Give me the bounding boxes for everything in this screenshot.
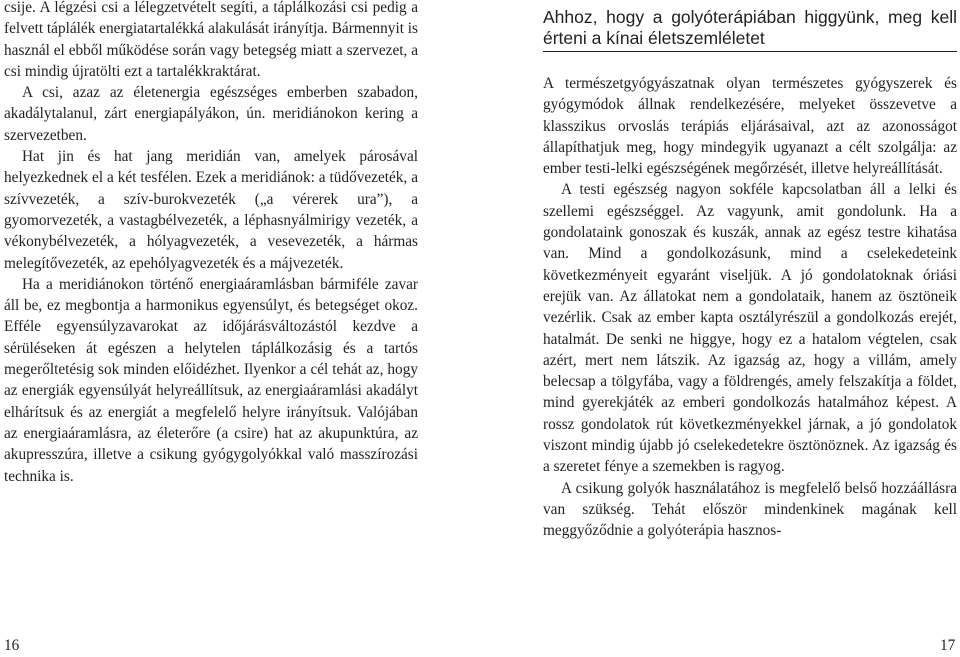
section-heading: Ahhoz, hogy a golyóterápiában higgyünk, meg kell érteni a kínai életszemléletet: [543, 7, 957, 52]
right-paragraph-3: A csikung golyók használatához is megfelelő belső hozzáállásra van szükség. Tehát először mindenkinek magának kell meggyőződnie a golyóterápia hasznos-: [543, 479, 957, 540]
left-paragraph-2: A csi, azaz az életenergia egészséges emberben szabadon, akadálytalanul, zárt energiapályákon, ún. meridiánokon kering a szervezetben.: [4, 84, 418, 144]
right-page-body: [543, 73, 957, 542]
right-page: [543, 0, 957, 542]
left-paragraph-3: Hat jin és hat jang meridián van, amelyek párosával helyezkednek el a két tesfélen. Ezek a meridiánok: a tüdővezeték, a szívvezeték, a szív-burokvezeték („a vérerek ura”), a gyomorvezeték, a vastagbélvezeték, a léphasnyálmirigy vezeték, a vékonybélvezeték, a hólyagvezeték, a vesevezeték, a hármas melegítővezeték, az epehólyagvezeték és a májvezeték.: [4, 148, 418, 272]
page-number-right: 17: [940, 637, 956, 654]
right-paragraph-2: A testi egészség nagyon sokféle kapcsolatban áll a lelki és szellemi egészséggel. Az vagyunk, amit gondolunk. Ha a gondolataink gonoszak és kuszák, annak az egész testre kihatása van. Mind a gondolkozásunk, mind a cselekedeteink következményeit egyaránt viseljük. A jó gondolatoknak óriási erejük van. Az állatokat nem a gondolataik, hanem az ösztöneik vezérlik. Csak az ember kapta osztályrészül a gondolkozás erejét, hatalmát. De senki ne higgye, hogy ez a hatalom végtelen, csak azért, mert nem látszik. Az igazság az, hogy a villám, amely belecsap a tölgyfába, vagy a földrengés, amely felszakítja a földet, mind gyerekjáték az emberi gondolkozás hatalmához képest. A rossz gondolatok rút következményekkel járnak, a jó gondolatok viszont mindig újabb jó cselekedetekre ösztönöznek. Az igazság és a szeretet fénye a szemekben is ragyog.: [543, 181, 957, 476]
left-page: [4, 0, 418, 487]
page-number-left: 16: [4, 637, 20, 654]
left-paragraph-1: csije. A légzési csi a lélegzetvételt segíti, a táplálkozási csi pedig a felvett táplálék energiatartalékká alakulását irányítja. Bármennyit is használ el ebből működése során vagy betegség miatt a szervezet, a csi mindig újratölti ezt a tartalékkraktárat.: [4, 0, 418, 80]
right-paragraph-1: A természetgyógyászatnak olyan természetes gyógyszerek és gyógymódok állnak rendelkezésére, melyeket összevetve a klasszikus orvoslás terápiás eljárásaival, azt az azonosságot állapíthatjuk meg, hogy mindegyik ugyanazt a célt szolgálja: az ember testi-lelki egészségének megőrzését, illetve helyreállítását.: [543, 75, 957, 178]
left-paragraph-4: Ha a meridiánokon történő energiaáramlásban bármiféle zavar áll be, ez megbontja a harmonikus egyensúlyt, és betegséget okoz. Efféle egyensúlyzavarokat az időjárásváltozástól kezdve a sérüléseken át egészen a helytelen táplálkozásig és a tartós megerőltetésig sok minden előidézhet. Ilyenkor a cél tehát az, hogy az energiák egyensúlyát helyreállítsuk, az energiaáramlási akadályt elhárítsuk és az energiát a megfelelő helyre irányítsuk. Valójában az energiaáramlásra, az életerőre (a csire) hat az akupunktúra, az akupresszúra, illetve a csikung gyógygolyókkal való masszírozási technika is.: [4, 275, 418, 485]
